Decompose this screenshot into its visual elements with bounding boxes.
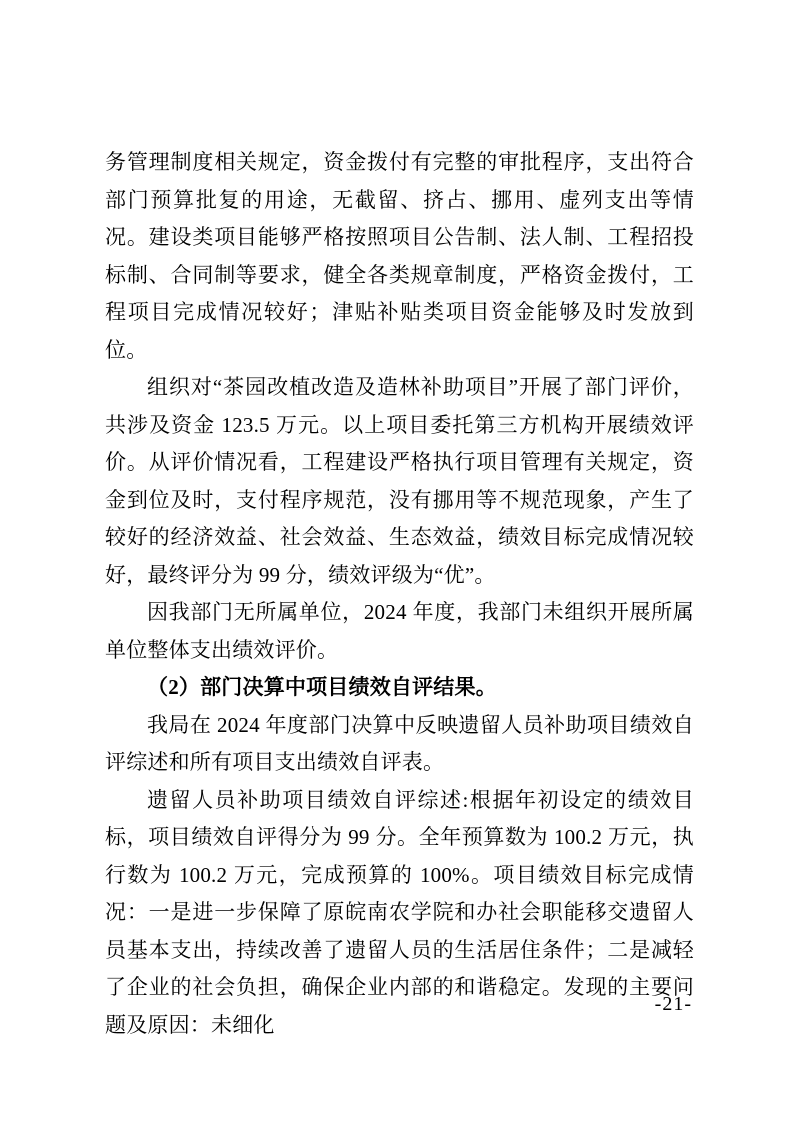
document-body [105,144,694,1044]
body-paragraph-department-evaluation: 组织对“茶园改植改造及造林补助项目”开展了部门评价，共涉及资金 123.5 万元。以上项目委托第三方机构开展绩效评价。从评价情况看，工程建设严格执行项目管理有关规定，资金到位及时，支付程序规范，没有挪用等不规范现象，产生了较好的经济效益、社会效益、生态效益，绩效目标完成情况较好，最终评分为 99 分，绩效评级为“优”。 [105,375,694,587]
page-number: -21- [654,993,692,1015]
body-paragraph-final-accounts: 我局在 2024 年度部门决算中反映遗留人员补助项目绩效自评综述和所有项目支出绩效自评表。 [105,712,694,774]
section-heading-self-evaluation-results: （2）部门决算中项目绩效自评结果。 [147,675,497,699]
body-paragraph-self-evaluation-summary: 遗留人员补助项目绩效自评综述:根据年初设定的绩效目标，项目绩效自评得分为 99 分。全年预算数为 100.2 万元，执行数为 100.2 万元，完成预算的 100%。项目绩效目标完成情况：一是进一步保障了原皖南农学院和办社会职能移交遗留人员基本支出，持续改善了遗留人员的生活居住条件；二是减轻了企业的社会负担，确保企业内部的和谐稳定。发现的主要问题及原因：未细化 [105,787,694,1037]
body-paragraph-no-subordinate-units: 因我部门无所属单位，2024 年度，我部门未组织开展所属单位整体支出绩效评价。 [105,600,694,662]
body-paragraph-continuation: 务管理制度相关规定，资金拨付有完整的审批程序，支出符合部门预算批复的用途，无截留、挤占、挪用、虚列支出等情况。建设类项目能够严格按照项目公告制、法人制、工程招投标制、合同制等要求，健全各类规章制度，严格资金拨付，工程项目完成情况较好；津贴补贴类项目资金能够及时发放到位。 [105,150,694,362]
